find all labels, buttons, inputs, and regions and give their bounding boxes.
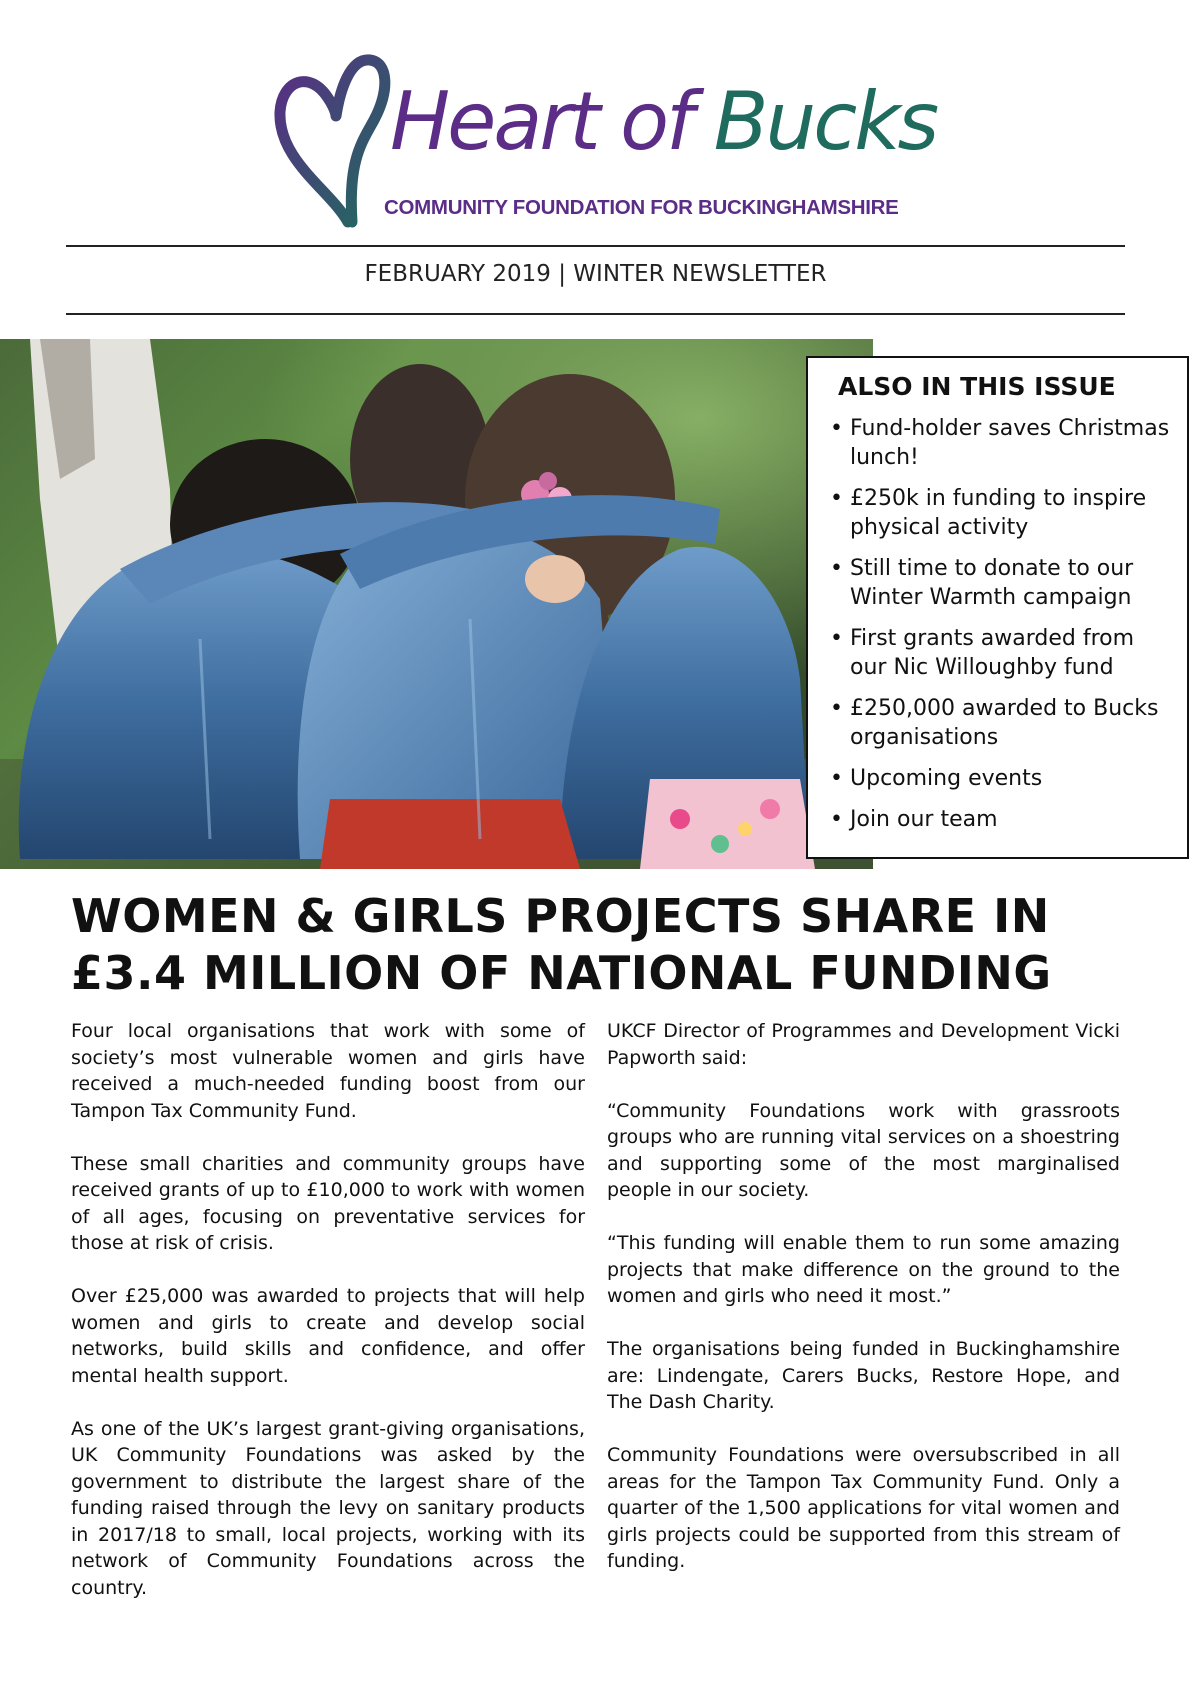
article-paragraph: Over £25,000 was awarded to projects that will help women and girls to create and develop social networks, build skills and confidence, and offer mental health support. bbox=[71, 1285, 585, 1387]
article-column-left bbox=[71, 1018, 585, 1628]
article-headline bbox=[71, 888, 1151, 1002]
logo bbox=[270, 50, 937, 240]
issue-dateline: FEBRUARY 2019 | WINTER NEWSLETTER bbox=[364, 261, 827, 287]
hero-photo bbox=[0, 339, 873, 869]
also-in-this-issue-box bbox=[806, 356, 1189, 859]
heart-outline-icon bbox=[270, 50, 400, 230]
article-paragraph: Four local organisations that work with some of society’s most vulnerable women and girls have received a much-needed funding boost from our Tampon Tax Community Fund. bbox=[71, 1020, 585, 1122]
bottom-divider bbox=[66, 313, 1125, 315]
article-paragraph: “This funding will enable them to run some amazing projects that make difference on the ground to the women and girls who need it most.” bbox=[607, 1232, 1120, 1307]
article-paragraph: As one of the UK’s largest grant-giving organisations, UK Community Foundations was asked by the government to distribute the largest share of the funding raised through the levy on sanitary products in 2017/18 to small, local projects, working with its network of Community Foundations across the country. bbox=[71, 1417, 585, 1599]
headline-line-2: £3.4 MILLION OF NATIONAL FUNDING bbox=[71, 946, 1052, 1000]
article-paragraph: Community Foundations were oversubscribed in all areas for the Tampon Tax Community Fund. Only a quarter of the 1,500 applications for vital women and girls projects could be supported from this stream of funding. bbox=[607, 1444, 1120, 1572]
article-paragraph: UKCF Director of Programmes and Development Vicki Papworth said: bbox=[607, 1020, 1120, 1069]
issue-item[interactable]: • Upcoming events bbox=[828, 764, 1173, 793]
issue-item[interactable]: • Fund-holder saves Christmas lunch! bbox=[828, 414, 1173, 472]
top-divider bbox=[66, 245, 1125, 247]
photo-three-girls-hugging bbox=[0, 339, 873, 869]
headline-line-1: WOMEN & GIRLS PROJECTS SHARE IN bbox=[71, 889, 1050, 943]
article-column-right bbox=[607, 1018, 1120, 1601]
issue-item[interactable]: • Join our team bbox=[828, 805, 1173, 834]
logo-wordmark: Heart of Bucks bbox=[390, 75, 937, 168]
issue-item[interactable]: • First grants awarded from our Nic Willoughby fund bbox=[828, 624, 1173, 682]
issue-box-title: ALSO IN THIS ISSUE bbox=[838, 372, 1116, 401]
logo-subtitle: COMMUNITY FOUNDATION FOR BUCKINGHAMSHIRE bbox=[384, 196, 899, 219]
issue-item[interactable]: • Still time to donate to our Winter Warmth campaign bbox=[828, 554, 1173, 612]
article-paragraph: These small charities and community groups have received grants of up to £10,000 to work with women of all ages, focusing on preventative services for those at risk of crisis. bbox=[71, 1152, 585, 1254]
article-paragraph: “Community Foundations work with grassroots groups who are running vital services on a shoestring and supporting some of the most marginalised people in our society. bbox=[607, 1099, 1120, 1201]
issue-list bbox=[828, 414, 1173, 846]
article-paragraph: The organisations being funded in Buckinghamshire are: Lindengate, Carers Bucks, Restore Hope, and The Dash Charity. bbox=[607, 1338, 1120, 1413]
issue-item[interactable]: • £250,000 awarded to Bucks organisations bbox=[828, 694, 1173, 752]
issue-item[interactable]: • £250k in funding to inspire physical activity bbox=[828, 484, 1173, 542]
